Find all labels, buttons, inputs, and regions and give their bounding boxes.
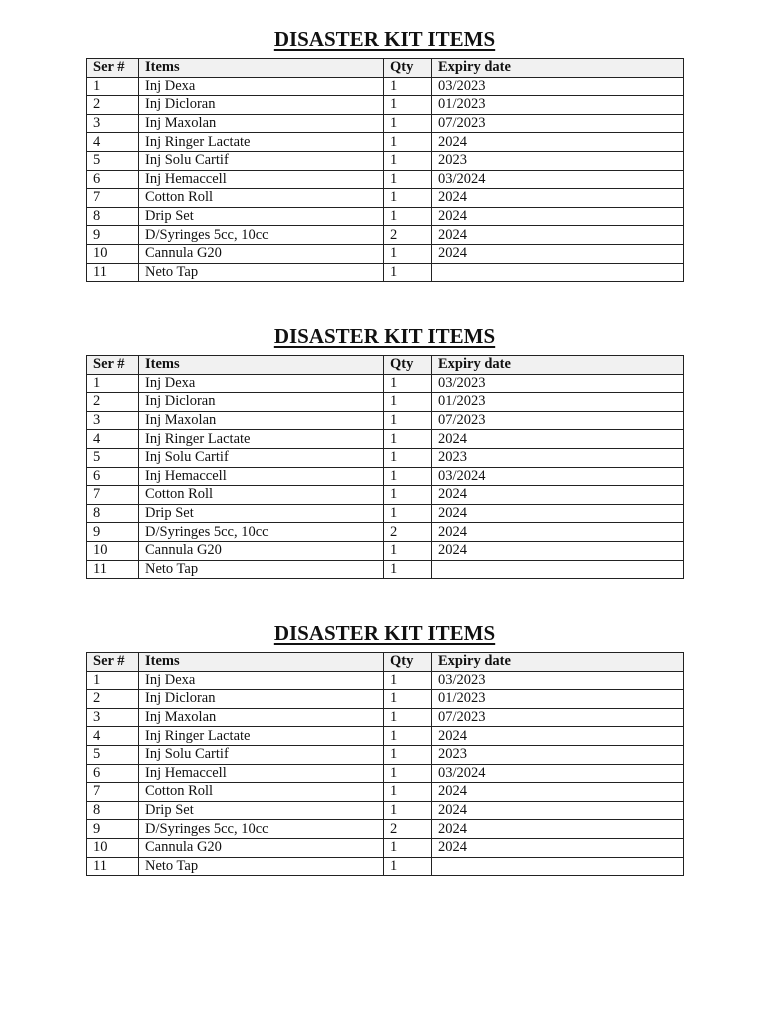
cell-qty: 1 [384,77,432,96]
cell-qty: 1 [384,783,432,802]
table-header-row [87,59,684,78]
cell-ser: 4 [87,430,139,449]
kit-section-2 [86,320,683,579]
cell-item: Inj Maxolan [139,114,384,133]
table-row [87,151,684,170]
table-row [87,411,684,430]
table-row [87,133,684,152]
cell-ser: 1 [87,77,139,96]
cell-item: Drip Set [139,801,384,820]
cell-expiry: 2024 [432,189,684,208]
cell-qty: 1 [384,430,432,449]
table-row [87,170,684,189]
cell-expiry: 2023 [432,745,684,764]
table-row [87,708,684,727]
cell-item: Neto Tap [139,263,384,282]
kit-section-1 [86,23,683,282]
cell-qty: 2 [384,226,432,245]
cell-ser: 4 [87,133,139,152]
table-row [87,523,684,542]
cell-qty: 1 [384,374,432,393]
cell-ser: 2 [87,393,139,412]
cell-item: Inj Solu Cartif [139,745,384,764]
cell-item: D/Syringes 5cc, 10cc [139,820,384,839]
kit-table [86,58,684,282]
cell-qty: 1 [384,411,432,430]
cell-ser: 11 [87,560,139,579]
table-row [87,504,684,523]
table-row [87,801,684,820]
cell-item: Inj Dicloran [139,393,384,412]
cell-expiry: 07/2023 [432,411,684,430]
cell-ser: 8 [87,504,139,523]
table-row [87,374,684,393]
cell-item: Inj Dicloran [139,690,384,709]
table-row [87,448,684,467]
kit-section-3 [86,617,683,876]
cell-expiry: 2023 [432,151,684,170]
cell-item: Cotton Roll [139,486,384,505]
cell-item: Cannula G20 [139,541,384,560]
table-row [87,430,684,449]
cell-qty: 1 [384,745,432,764]
cell-expiry [432,560,684,579]
cell-expiry: 2024 [432,801,684,820]
cell-item: Drip Set [139,207,384,226]
cell-expiry: 2024 [432,430,684,449]
cell-item: Inj Dexa [139,374,384,393]
cell-ser: 9 [87,226,139,245]
table-header-row [87,653,684,672]
cell-expiry: 07/2023 [432,114,684,133]
cell-ser: 8 [87,801,139,820]
cell-expiry: 03/2023 [432,374,684,393]
table-row [87,96,684,115]
table-row [87,838,684,857]
cell-expiry: 2024 [432,133,684,152]
cell-qty: 1 [384,541,432,560]
header-qty: Qty [384,59,432,78]
cell-item: Cotton Roll [139,783,384,802]
cell-qty: 1 [384,671,432,690]
table-row [87,263,684,282]
table-row [87,486,684,505]
cell-qty: 1 [384,170,432,189]
cell-ser: 7 [87,783,139,802]
cell-item: Inj Hemaccell [139,764,384,783]
cell-ser: 5 [87,745,139,764]
cell-expiry: 01/2023 [432,393,684,412]
header-items: Items [139,356,384,375]
cell-qty: 1 [384,764,432,783]
cell-item: Cannula G20 [139,838,384,857]
cell-expiry: 2024 [432,541,684,560]
cell-qty: 1 [384,96,432,115]
kit-table [86,652,684,876]
cell-qty: 1 [384,263,432,282]
cell-item: D/Syringes 5cc, 10cc [139,523,384,542]
cell-expiry: 2023 [432,448,684,467]
table-row [87,226,684,245]
cell-qty: 1 [384,393,432,412]
table-row [87,467,684,486]
cell-item: Inj Ringer Lactate [139,727,384,746]
table-row [87,393,684,412]
cell-ser: 7 [87,189,139,208]
cell-qty: 2 [384,523,432,542]
cell-qty: 1 [384,467,432,486]
cell-item: Cotton Roll [139,189,384,208]
cell-item: Inj Dexa [139,77,384,96]
table-row [87,764,684,783]
table-row [87,745,684,764]
header-ser: Ser # [87,59,139,78]
cell-expiry: 01/2023 [432,690,684,709]
header-qty: Qty [384,653,432,672]
cell-ser: 1 [87,374,139,393]
cell-qty: 1 [384,801,432,820]
table-row [87,690,684,709]
table-row [87,820,684,839]
cell-qty: 1 [384,504,432,523]
cell-qty: 1 [384,151,432,170]
cell-qty: 1 [384,708,432,727]
cell-ser: 11 [87,857,139,876]
cell-expiry: 01/2023 [432,96,684,115]
cell-item: Drip Set [139,504,384,523]
cell-item: Inj Ringer Lactate [139,430,384,449]
cell-expiry: 07/2023 [432,708,684,727]
section-title: DISASTER KIT ITEMS [273,621,496,645]
table-row [87,727,684,746]
cell-expiry: 03/2023 [432,671,684,690]
section-title: DISASTER KIT ITEMS [273,27,496,51]
cell-item: Inj Dicloran [139,96,384,115]
table-row [87,541,684,560]
table-row [87,244,684,263]
table-row [87,114,684,133]
cell-ser: 2 [87,690,139,709]
cell-expiry: 2024 [432,523,684,542]
cell-item: D/Syringes 5cc, 10cc [139,226,384,245]
cell-ser: 8 [87,207,139,226]
cell-item: Inj Hemaccell [139,170,384,189]
cell-qty: 2 [384,820,432,839]
cell-qty: 1 [384,857,432,876]
cell-item: Inj Solu Cartif [139,448,384,467]
cell-ser: 5 [87,151,139,170]
header-items: Items [139,59,384,78]
cell-ser: 10 [87,838,139,857]
cell-ser: 5 [87,448,139,467]
header-expiry: Expiry date [432,356,684,375]
cell-item: Inj Hemaccell [139,467,384,486]
cell-ser: 10 [87,244,139,263]
cell-ser: 9 [87,523,139,542]
cell-ser: 11 [87,263,139,282]
cell-qty: 1 [384,114,432,133]
cell-ser: 1 [87,671,139,690]
table-header-row [87,356,684,375]
cell-qty: 1 [384,244,432,263]
table-row [87,671,684,690]
cell-ser: 3 [87,114,139,133]
cell-expiry [432,857,684,876]
cell-qty: 1 [384,486,432,505]
cell-expiry: 03/2023 [432,77,684,96]
table-row [87,783,684,802]
cell-item: Inj Solu Cartif [139,151,384,170]
kit-table [86,355,684,579]
cell-qty: 1 [384,207,432,226]
cell-qty: 1 [384,838,432,857]
cell-ser: 2 [87,96,139,115]
header-items: Items [139,653,384,672]
header-qty: Qty [384,356,432,375]
cell-expiry [432,263,684,282]
cell-item: Inj Maxolan [139,708,384,727]
cell-ser: 7 [87,486,139,505]
cell-expiry: 2024 [432,504,684,523]
cell-expiry: 2024 [432,244,684,263]
cell-qty: 1 [384,560,432,579]
header-expiry: Expiry date [432,653,684,672]
cell-ser: 4 [87,727,139,746]
cell-expiry: 2024 [432,486,684,505]
cell-ser: 6 [87,467,139,486]
cell-qty: 1 [384,690,432,709]
section-title: DISASTER KIT ITEMS [273,324,496,348]
cell-expiry: 2024 [432,783,684,802]
cell-ser: 3 [87,708,139,727]
cell-expiry: 2024 [432,226,684,245]
cell-item: Inj Ringer Lactate [139,133,384,152]
cell-item: Neto Tap [139,857,384,876]
cell-ser: 6 [87,764,139,783]
cell-qty: 1 [384,133,432,152]
header-expiry: Expiry date [432,59,684,78]
table-row [87,77,684,96]
header-ser: Ser # [87,653,139,672]
cell-qty: 1 [384,727,432,746]
cell-expiry: 03/2024 [432,467,684,486]
cell-ser: 9 [87,820,139,839]
cell-expiry: 2024 [432,727,684,746]
cell-ser: 6 [87,170,139,189]
cell-item: Inj Maxolan [139,411,384,430]
table-row [87,560,684,579]
cell-expiry: 03/2024 [432,170,684,189]
cell-item: Inj Dexa [139,671,384,690]
cell-expiry: 2024 [432,838,684,857]
table-row [87,857,684,876]
cell-item: Neto Tap [139,560,384,579]
cell-qty: 1 [384,448,432,467]
header-ser: Ser # [87,356,139,375]
cell-expiry: 2024 [432,820,684,839]
table-row [87,189,684,208]
cell-qty: 1 [384,189,432,208]
cell-ser: 3 [87,411,139,430]
cell-ser: 10 [87,541,139,560]
cell-item: Cannula G20 [139,244,384,263]
cell-expiry: 03/2024 [432,764,684,783]
table-row [87,207,684,226]
cell-expiry: 2024 [432,207,684,226]
